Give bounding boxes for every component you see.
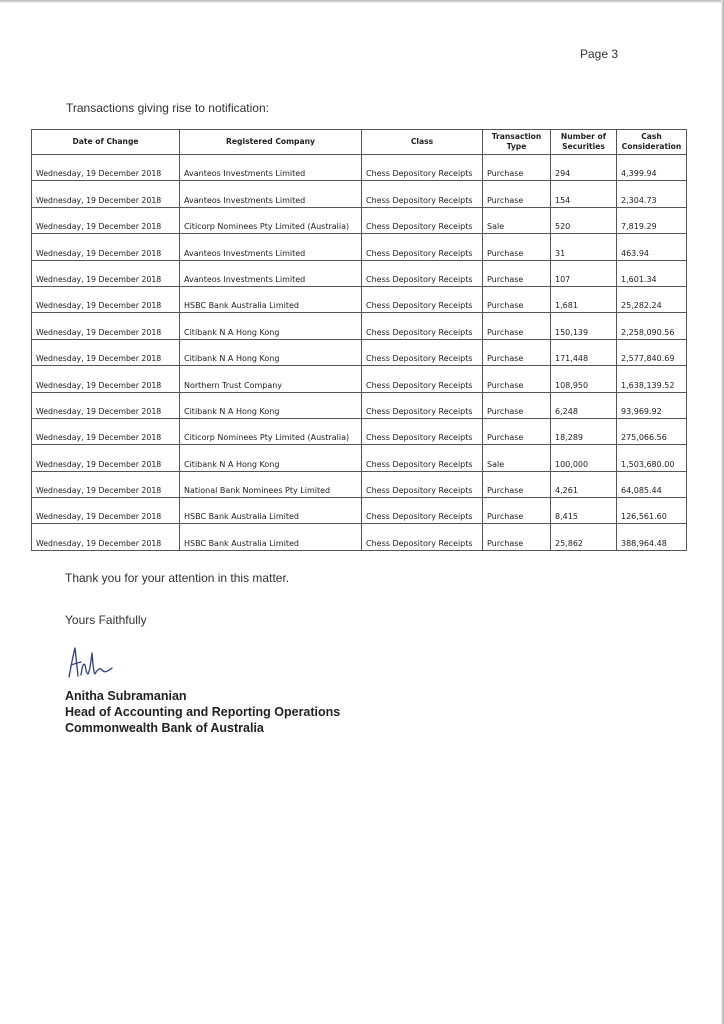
table-row xyxy=(32,207,687,233)
cell-date: Wednesday, 19 December 2018 xyxy=(32,234,180,260)
cell-transaction-type: Purchase xyxy=(483,524,551,550)
cell-number-of-securities: 171,448 xyxy=(551,339,617,365)
header-cash-consideration: Cash Consideration xyxy=(617,130,687,155)
transactions-table xyxy=(31,129,687,551)
cell-class: Chess Depository Receipts xyxy=(362,418,483,444)
cell-class: Chess Depository Receipts xyxy=(362,181,483,207)
cell-registered-company: Avanteos Investments Limited xyxy=(180,155,362,181)
cell-date: Wednesday, 19 December 2018 xyxy=(32,155,180,181)
table-row xyxy=(32,155,687,181)
handwritten-signature xyxy=(60,643,140,683)
cell-class: Chess Depository Receipts xyxy=(362,207,483,233)
table-row xyxy=(32,286,687,312)
cell-class: Chess Depository Receipts xyxy=(362,339,483,365)
table-row xyxy=(32,524,687,550)
cell-class: Chess Depository Receipts xyxy=(362,366,483,392)
closing-text: Thank you for your attention in this matter. xyxy=(65,571,290,585)
cell-cash-consideration: 64,085.44 xyxy=(617,471,687,497)
cell-number-of-securities: 108,950 xyxy=(551,366,617,392)
table-row xyxy=(32,339,687,365)
cell-cash-consideration: 275,066.56 xyxy=(617,418,687,444)
cell-transaction-type: Sale xyxy=(483,207,551,233)
cell-cash-consideration: 93,969.92 xyxy=(617,392,687,418)
cell-registered-company: HSBC Bank Australia Limited xyxy=(180,498,362,524)
cell-number-of-securities: 25,862 xyxy=(551,524,617,550)
cell-class: Chess Depository Receipts xyxy=(362,392,483,418)
cell-class: Chess Depository Receipts xyxy=(362,471,483,497)
cell-transaction-type: Purchase xyxy=(483,471,551,497)
cell-registered-company: Avanteos Investments Limited xyxy=(180,234,362,260)
table-body xyxy=(32,155,687,551)
cell-transaction-type: Purchase xyxy=(483,286,551,312)
table-header-row xyxy=(32,130,687,155)
cell-cash-consideration: 388,964.48 xyxy=(617,524,687,550)
table-row xyxy=(32,498,687,524)
table-row xyxy=(32,260,687,286)
cell-registered-company: Citibank N A Hong Kong xyxy=(180,392,362,418)
cell-date: Wednesday, 19 December 2018 xyxy=(32,445,180,471)
cell-date: Wednesday, 19 December 2018 xyxy=(32,471,180,497)
cell-cash-consideration: 126,561.60 xyxy=(617,498,687,524)
cell-class: Chess Depository Receipts xyxy=(362,155,483,181)
cell-class: Chess Depository Receipts xyxy=(362,445,483,471)
valediction: Yours Faithfully xyxy=(65,613,147,627)
cell-transaction-type: Sale xyxy=(483,445,551,471)
cell-registered-company: Citibank N A Hong Kong xyxy=(180,445,362,471)
cell-class: Chess Depository Receipts xyxy=(362,286,483,312)
header-transaction-type: Transaction Type xyxy=(483,130,551,155)
header-date: Date of Change xyxy=(32,130,180,155)
cell-registered-company: Citicorp Nominees Pty Limited (Australia) xyxy=(180,207,362,233)
cell-cash-consideration: 4,399.94 xyxy=(617,155,687,181)
cell-date: Wednesday, 19 December 2018 xyxy=(32,260,180,286)
page-number: Page 3 xyxy=(580,47,619,61)
cell-registered-company: Citibank N A Hong Kong xyxy=(180,313,362,339)
cell-date: Wednesday, 19 December 2018 xyxy=(32,392,180,418)
cell-date: Wednesday, 19 December 2018 xyxy=(32,366,180,392)
cell-cash-consideration: 2,304.73 xyxy=(617,181,687,207)
header-class: Class xyxy=(362,130,483,155)
cell-registered-company: HSBC Bank Australia Limited xyxy=(180,286,362,312)
cell-date: Wednesday, 19 December 2018 xyxy=(32,418,180,444)
cell-date: Wednesday, 19 December 2018 xyxy=(32,498,180,524)
cell-cash-consideration: 1,601.34 xyxy=(617,260,687,286)
cell-number-of-securities: 294 xyxy=(551,155,617,181)
signatory-name: Anitha Subramanian xyxy=(65,689,187,703)
intro-text: Transactions giving rise to notification: xyxy=(66,101,269,115)
cell-registered-company: Northern Trust Company xyxy=(180,366,362,392)
cell-registered-company: HSBC Bank Australia Limited xyxy=(180,524,362,550)
cell-transaction-type: Purchase xyxy=(483,155,551,181)
cell-class: Chess Depository Receipts xyxy=(362,234,483,260)
cell-registered-company: Avanteos Investments Limited xyxy=(180,260,362,286)
cell-transaction-type: Purchase xyxy=(483,260,551,286)
cell-cash-consideration: 463.94 xyxy=(617,234,687,260)
cell-cash-consideration: 1,638,139.52 xyxy=(617,366,687,392)
cell-number-of-securities: 107 xyxy=(551,260,617,286)
cell-transaction-type: Purchase xyxy=(483,313,551,339)
cell-cash-consideration: 7,819.29 xyxy=(617,207,687,233)
table-row xyxy=(32,234,687,260)
header-number-of-securities: Number of Securities xyxy=(551,130,617,155)
cell-cash-consideration: 2,577,840.69 xyxy=(617,339,687,365)
cell-number-of-securities: 154 xyxy=(551,181,617,207)
cell-number-of-securities: 150,139 xyxy=(551,313,617,339)
cell-transaction-type: Purchase xyxy=(483,181,551,207)
cell-registered-company: National Bank Nominees Pty Limited xyxy=(180,471,362,497)
table-row xyxy=(32,181,687,207)
cell-registered-company: Avanteos Investments Limited xyxy=(180,181,362,207)
cell-number-of-securities: 520 xyxy=(551,207,617,233)
table-row xyxy=(32,418,687,444)
cell-transaction-type: Purchase xyxy=(483,366,551,392)
cell-number-of-securities: 31 xyxy=(551,234,617,260)
signatory-organisation: Commonwealth Bank of Australia xyxy=(65,721,264,735)
cell-cash-consideration: 2,258,090.56 xyxy=(617,313,687,339)
table-row xyxy=(32,445,687,471)
cell-date: Wednesday, 19 December 2018 xyxy=(32,339,180,365)
cell-class: Chess Depository Receipts xyxy=(362,498,483,524)
cell-registered-company: Citicorp Nominees Pty Limited (Australia) xyxy=(180,418,362,444)
cell-transaction-type: Purchase xyxy=(483,498,551,524)
cell-number-of-securities: 6,248 xyxy=(551,392,617,418)
cell-number-of-securities: 100,000 xyxy=(551,445,617,471)
cell-date: Wednesday, 19 December 2018 xyxy=(32,207,180,233)
signatory-title: Head of Accounting and Reporting Operations xyxy=(65,705,341,719)
cell-transaction-type: Purchase xyxy=(483,418,551,444)
table-row xyxy=(32,366,687,392)
cell-class: Chess Depository Receipts xyxy=(362,260,483,286)
cell-class: Chess Depository Receipts xyxy=(362,524,483,550)
cell-transaction-type: Purchase xyxy=(483,234,551,260)
cell-registered-company: Citibank N A Hong Kong xyxy=(180,339,362,365)
cell-number-of-securities: 18,289 xyxy=(551,418,617,444)
scan-edge-top xyxy=(0,0,724,3)
cell-date: Wednesday, 19 December 2018 xyxy=(32,181,180,207)
table-row xyxy=(32,392,687,418)
cell-date: Wednesday, 19 December 2018 xyxy=(32,286,180,312)
cell-date: Wednesday, 19 December 2018 xyxy=(32,524,180,550)
cell-number-of-securities: 8,415 xyxy=(551,498,617,524)
header-company: Registered Company xyxy=(180,130,362,155)
cell-number-of-securities: 4,261 xyxy=(551,471,617,497)
cell-number-of-securities: 1,681 xyxy=(551,286,617,312)
cell-transaction-type: Purchase xyxy=(483,392,551,418)
cell-transaction-type: Purchase xyxy=(483,339,551,365)
cell-cash-consideration: 25,282.24 xyxy=(617,286,687,312)
table-row xyxy=(32,471,687,497)
table-row xyxy=(32,313,687,339)
cell-date: Wednesday, 19 December 2018 xyxy=(32,313,180,339)
cell-cash-consideration: 1,503,680.00 xyxy=(617,445,687,471)
cell-class: Chess Depository Receipts xyxy=(362,313,483,339)
